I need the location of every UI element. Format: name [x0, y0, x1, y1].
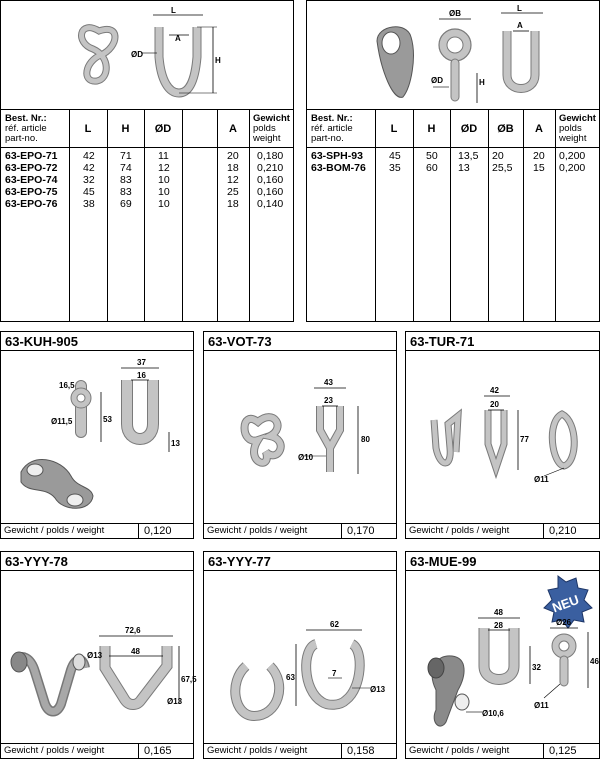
product-title: 63-TUR-71 [406, 332, 599, 351]
dim-67-5: 67,5 [181, 675, 197, 684]
weight-value: 0,165 [144, 745, 172, 757]
cell-l: 45 [83, 186, 95, 198]
product-illustration [406, 352, 599, 524]
header-w-3: weight [253, 133, 281, 144]
header-w-2: polds [559, 123, 582, 134]
dim-h: H [479, 78, 485, 87]
cell-h: 69 [120, 198, 132, 210]
dim-d13: Ø13 [370, 685, 386, 694]
table-panel-sph-bom [306, 0, 600, 322]
header-nr-1: Best. Nr.: [5, 113, 47, 124]
dim-7: 7 [332, 669, 337, 678]
header-w-1: Gewicht [559, 113, 596, 124]
cell-b: 25,5 [492, 162, 513, 174]
product-title: 63-YYY-78 [1, 552, 193, 571]
header-d: ØD [154, 122, 172, 135]
header-nr-2: réf. article [5, 123, 47, 134]
table-row [1, 150, 293, 162]
dim-62: 62 [330, 620, 339, 629]
cell-a: 18 [227, 162, 239, 174]
cell-l: 32 [83, 174, 95, 186]
cell-w: 0,160 [257, 174, 284, 186]
dim-b: ØB [449, 9, 461, 18]
table-row [1, 174, 293, 186]
dim-23: 23 [324, 396, 333, 405]
dim-37: 37 [137, 358, 146, 367]
cell-d: 10 [158, 198, 170, 210]
cell-d: 13,5 [458, 150, 479, 162]
cell-w: 0,180 [257, 150, 284, 162]
product-card-yyy-77 [203, 551, 397, 759]
header-a: A [229, 122, 237, 135]
cell-code: 63-EPO-74 [5, 174, 58, 186]
weight-label: Gewicht / polds / weight [409, 525, 510, 536]
header-nr-3: part-no. [5, 133, 38, 144]
cell-h: 60 [426, 162, 438, 174]
product-card-mue-99 [405, 551, 600, 759]
cell-l: 42 [83, 150, 95, 162]
dim-16: 16 [137, 371, 146, 380]
product-card-tur-71 [405, 331, 600, 539]
product-illustration [1, 352, 193, 524]
dim-d13-b: Ø13 [167, 697, 183, 706]
weight-value: 0,120 [144, 525, 172, 537]
cell-w: 0,200 [559, 162, 586, 174]
cell-l: 45 [389, 150, 401, 162]
dim-28: 28 [494, 621, 503, 630]
dim-48: 48 [131, 647, 140, 656]
table-row [307, 150, 599, 162]
dim-46: 46 [590, 657, 599, 666]
weight-bar [406, 523, 599, 538]
header-w-2: polds [253, 123, 276, 134]
product-title: 63-VOT-73 [204, 332, 396, 351]
weight-bar [204, 523, 396, 538]
header-w-3: weight [559, 133, 587, 144]
cell-d: 10 [158, 174, 170, 186]
epo-spec-table [1, 109, 293, 321]
cell-h: 83 [120, 186, 132, 198]
dim-53: 53 [103, 415, 112, 424]
dim-13: 13 [171, 439, 180, 448]
dim-43: 43 [324, 378, 333, 387]
product-card-kuh-905 [0, 331, 194, 539]
cell-d: 11 [158, 150, 169, 162]
product-illustration [204, 572, 396, 744]
product-card-yyy-78 [0, 551, 197, 759]
dim-63: 63 [286, 673, 295, 682]
header-a: A [535, 122, 543, 135]
epo-illustration [1, 1, 293, 109]
cell-h: 71 [120, 150, 132, 162]
weight-value: 0,210 [549, 525, 577, 537]
new-badge-label: NEU [550, 591, 582, 616]
cell-a: 18 [227, 198, 239, 210]
weight-bar [204, 743, 396, 758]
header-nr-2: réf. article [311, 123, 353, 134]
weight-label: Gewicht / polds / weight [207, 525, 308, 536]
dim-d11-5: Ø11,5 [51, 417, 73, 426]
table-row [1, 162, 293, 174]
cell-l: 35 [389, 162, 401, 174]
cell-d: 13 [458, 162, 470, 174]
dim-l: L [171, 6, 176, 15]
product-illustration [204, 352, 396, 524]
cell-a: 25 [227, 186, 239, 198]
header-h: H [121, 122, 130, 135]
dim-d11: Ø11 [534, 701, 549, 710]
sph-bom-illustration [307, 1, 599, 109]
header-b: ØB [497, 122, 514, 135]
cell-h: 74 [120, 162, 132, 174]
cell-h: 83 [120, 174, 132, 186]
sph-bom-spec-table [307, 109, 599, 321]
weight-label: Gewicht / polds / weight [207, 745, 308, 756]
cell-w: 0,160 [257, 186, 284, 198]
cell-code: 63-EPO-76 [5, 198, 58, 210]
cell-code: 63-EPO-72 [5, 162, 58, 174]
header-h: H [427, 122, 436, 135]
product-card-vot-73 [203, 331, 397, 539]
table-panel-epo [0, 0, 294, 322]
header-l: L [390, 122, 398, 135]
dim-16-5: 16,5 [59, 381, 75, 390]
weight-label: Gewicht / polds / weight [409, 745, 510, 756]
table-row [1, 186, 293, 198]
dim-d13: Ø13 [87, 651, 103, 660]
dim-d11: Ø11 [534, 475, 549, 484]
weight-value: 0,170 [347, 525, 375, 537]
dim-42: 42 [490, 386, 499, 395]
header-l: L [84, 122, 92, 135]
cell-b: 20 [492, 150, 504, 162]
dim-h: H [215, 56, 221, 65]
weight-bar [1, 743, 193, 758]
cell-code: 63-BOM-76 [311, 162, 366, 174]
header-nr-1: Best. Nr.: [311, 113, 353, 124]
dim-48: 48 [494, 608, 503, 617]
product-illustration [406, 572, 599, 744]
cell-a: 15 [533, 162, 545, 174]
weight-value: 0,125 [549, 745, 577, 757]
weight-bar [1, 523, 193, 538]
table-row [307, 162, 599, 174]
product-title: 63-MUE-99 [406, 552, 599, 571]
cell-d: 12 [158, 162, 170, 174]
cell-a: 12 [227, 174, 239, 186]
header-nr-3: part-no. [311, 133, 344, 144]
dim-80: 80 [361, 435, 370, 444]
cell-code: 63-EPO-71 [5, 150, 58, 162]
header-d: ØD [460, 122, 478, 135]
weight-label: Gewicht / polds / weight [4, 525, 105, 536]
product-title: 63-KUH-905 [1, 332, 193, 351]
cell-d: 10 [158, 186, 170, 198]
cell-code: 63-EPO-75 [5, 186, 58, 198]
cell-w: 0,200 [559, 150, 586, 162]
dim-d: ØD [431, 76, 443, 85]
weight-bar [406, 743, 599, 758]
cell-code: 63-SPH-93 [311, 150, 363, 162]
table-row [1, 198, 293, 210]
cell-a: 20 [227, 150, 239, 162]
cell-w: 0,140 [257, 198, 284, 210]
dim-20: 20 [490, 400, 499, 409]
dim-77: 77 [520, 435, 529, 444]
dim-32: 32 [532, 663, 541, 672]
cell-h: 50 [426, 150, 438, 162]
cell-l: 38 [83, 198, 95, 210]
dim-d: ØD [131, 50, 143, 59]
dim-a: A [517, 21, 523, 30]
product-title: 63-YYY-77 [204, 552, 396, 571]
dim-d26: Ø26 [556, 618, 572, 627]
product-illustration [1, 572, 197, 744]
table-header [1, 110, 293, 148]
dim-72-6: 72,6 [125, 626, 141, 635]
table-header [307, 110, 599, 148]
weight-value: 0,158 [347, 745, 375, 757]
weight-label: Gewicht / polds / weight [4, 745, 105, 756]
cell-w: 0,210 [257, 162, 284, 174]
dim-d10: Ø10 [298, 453, 314, 462]
cell-a: 20 [533, 150, 545, 162]
dim-d10-6: Ø10,6 [482, 709, 504, 718]
header-w-1: Gewicht [253, 113, 290, 124]
dim-a: A [175, 34, 181, 43]
dim-l: L [517, 4, 522, 13]
cell-l: 42 [83, 162, 95, 174]
